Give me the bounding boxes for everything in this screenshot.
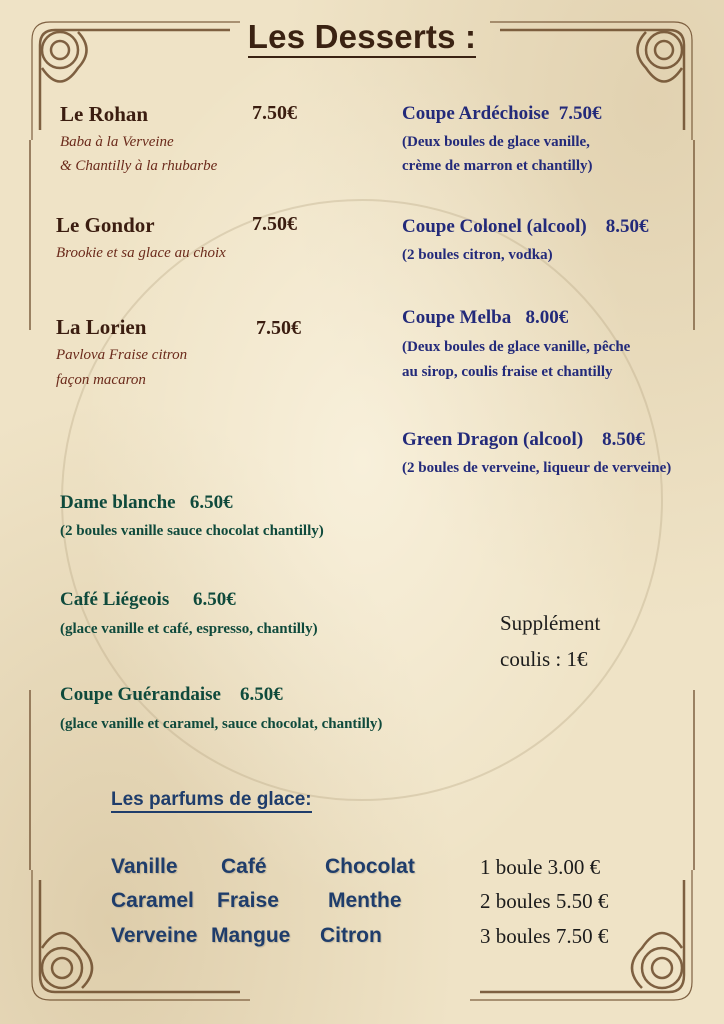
item-rohan-desc-1: Baba à la Verveine [60,134,174,150]
item-rohan-desc-2: & Chantilly à la rhubarbe [60,158,218,174]
item-lorien-desc-2: façon macaron [56,372,146,388]
item-lorien-desc-1: Pavlova Fraise citron [56,347,188,363]
item-gondor-price: 7.50€ [252,213,297,235]
item-green-dragon-name: Green Dragon (alcool) 8.50€ [402,429,645,450]
price-3-scoops: 3 boules 7.50 € [480,924,609,948]
flavor-vanille: Vanille [111,855,178,878]
supplement-line-2: coulis : 1€ [500,647,588,671]
item-lorien-name: La Lorien [56,315,147,339]
item-melba-desc-1: (Deux boules de glace vanille, pêche [402,339,631,355]
item-gondor-desc-1: Brookie et sa glace au choix [56,245,226,261]
supplement-line-1: Supplément [500,611,601,635]
item-colonel-name: Coupe Colonel (alcool) 8.50€ [402,216,649,237]
item-colonel-desc-1: (2 boules citron, vodka) [402,247,553,263]
item-ardechoise-desc-2: crème de marron et chantilly) [402,158,593,174]
item-ardechoise-desc-1: (Deux boules de glace vanille, [402,134,590,150]
item-melba-desc-2: au sirop, coulis fraise et chantilly [402,364,613,380]
page-title: Les Desserts : [0,18,724,56]
flavor-cafe: Café [221,855,267,878]
item-gondor-name: Le Gondor [56,213,155,237]
flavor-chocolat: Chocolat [325,855,415,878]
flavor-citron: Citron [320,924,382,947]
flavor-fraise: Fraise [217,889,279,912]
item-dame-blanche-desc: (2 boules vanille sauce chocolat chantilly) [60,523,324,539]
price-1-scoop: 1 boule 3.00 € [480,855,601,879]
item-lorien-price: 7.50€ [256,317,301,339]
flavor-mangue: Mangue [211,924,291,947]
item-cafe-liegeois-name: Café Liégeois 6.50€ [60,589,236,610]
item-rohan-name: Le Rohan [60,102,149,126]
item-dame-blanche-name: Dame blanche 6.50€ [60,492,233,513]
price-2-scoops: 2 boules 5.50 € [480,889,609,913]
item-melba-name: Coupe Melba 8.00€ [402,307,569,328]
item-guerandaise-desc: (glace vanille et caramel, sauce chocolat, chantilly) [60,716,383,732]
flavor-caramel: Caramel [111,889,194,912]
item-guerandaise-name: Coupe Guérandaise 6.50€ [60,684,283,705]
item-cafe-liegeois-desc: (glace vanille et café, espresso, chantilly) [60,621,318,637]
flavor-verveine: Verveine [111,924,198,947]
item-ardechoise-name: Coupe Ardéchoise 7.50€ [402,103,602,124]
flavor-menthe: Menthe [328,889,402,912]
flavors-title: Les parfums de glace: [111,789,312,813]
item-green-dragon-desc-1: (2 boules de verveine, liqueur de verveine) [402,460,672,476]
item-rohan-price: 7.50€ [252,102,297,124]
